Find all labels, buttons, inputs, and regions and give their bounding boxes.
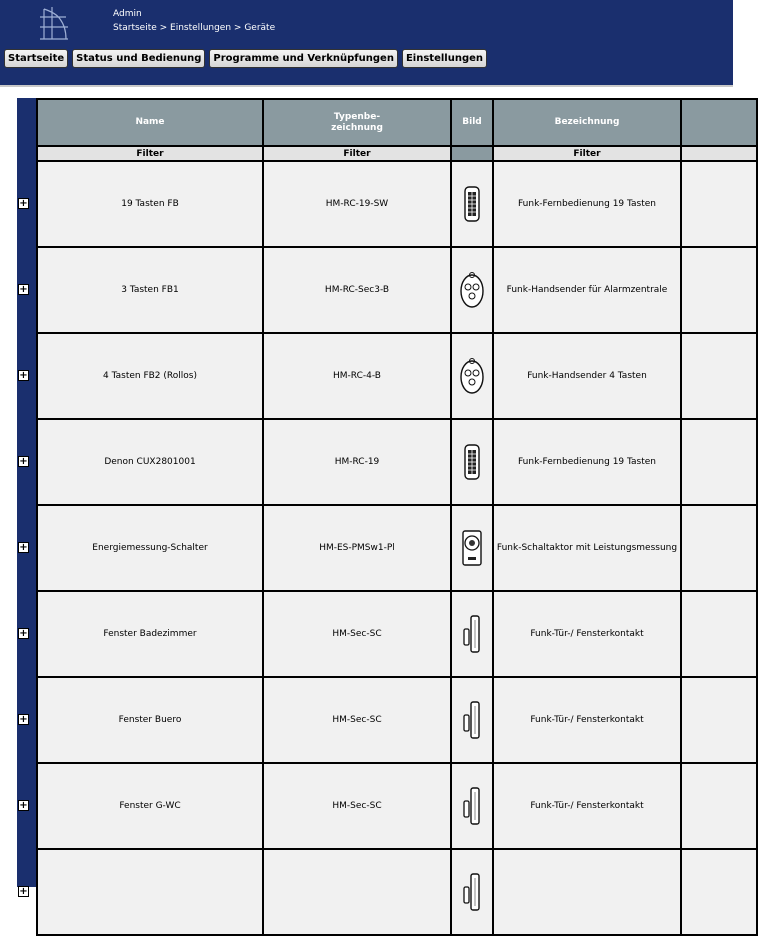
door-contact-icon [452, 701, 492, 739]
col-header-image: Bild [451, 99, 493, 146]
main-nav [4, 49, 487, 69]
cell-desc: Funk-Schaltaktor mit Leistungsmessung [493, 505, 681, 591]
col-header-desc[interactable]: Bezeichnung [493, 99, 681, 146]
cell-extra [681, 591, 757, 677]
nav-startseite-button[interactable]: Startseite [4, 49, 68, 68]
cell-image [451, 161, 493, 247]
keyfob-icon [452, 271, 492, 309]
table-row[interactable] [37, 505, 757, 591]
cell-name[interactable]: Fenster Badezimmer [37, 591, 263, 677]
cell-type: HM-Sec-SC [263, 591, 451, 677]
door-contact-icon [452, 615, 492, 653]
cell-type [263, 849, 451, 935]
cell-type: HM-Sec-SC [263, 677, 451, 763]
keyfob-icon [452, 357, 492, 395]
expand-row-button[interactable]: + [19, 714, 28, 725]
cell-name[interactable]: Fenster Buero [37, 677, 263, 763]
cell-desc: Funk-Handsender 4 Tasten [493, 333, 681, 419]
cell-desc: Funk-Tür-/ Fensterkontakt [493, 591, 681, 677]
expand-row-button[interactable]: + [19, 628, 28, 639]
expand-row-button[interactable]: + [19, 800, 28, 811]
col-header-type-label: Typenbe- zeichnung [331, 111, 383, 133]
cell-name[interactable]: Fenster G-WC [37, 763, 263, 849]
cell-extra [681, 333, 757, 419]
col-header-extra [681, 99, 757, 146]
filter-type-button[interactable]: Filter [263, 146, 451, 161]
cell-desc: Funk-Tür-/ Fensterkontakt [493, 677, 681, 763]
cell-type: HM-RC-19-SW [263, 161, 451, 247]
top-header [0, 0, 733, 85]
door-contact-icon [452, 787, 492, 825]
filter-image-empty [451, 146, 493, 161]
cell-extra [681, 505, 757, 591]
cell-image [451, 247, 493, 333]
cell-name[interactable]: 3 Tasten FB1 [37, 247, 263, 333]
cell-name[interactable]: 19 Tasten FB [37, 161, 263, 247]
cell-extra [681, 849, 757, 935]
user-label: Admin [113, 9, 142, 19]
device-table-container [17, 98, 733, 897]
cell-image [451, 677, 493, 763]
cell-extra [681, 763, 757, 849]
table-row[interactable] [37, 763, 757, 849]
table-row[interactable] [37, 591, 757, 677]
table-row[interactable] [37, 333, 757, 419]
cell-name[interactable]: Denon CUX2801001 [37, 419, 263, 505]
cell-desc: Funk-Fernbedienung 19 Tasten [493, 161, 681, 247]
cell-name[interactable] [37, 849, 263, 935]
cell-image [451, 849, 493, 935]
table-row[interactable] [37, 247, 757, 333]
cell-desc: Funk-Handsender für Alarmzentrale [493, 247, 681, 333]
table-row[interactable] [37, 419, 757, 505]
col-header-name[interactable]: Name [37, 99, 263, 146]
table-row[interactable] [37, 161, 757, 247]
nav-status-button[interactable]: Status und Bedienung [72, 49, 205, 68]
expand-row-button[interactable]: + [19, 456, 28, 467]
col-header-type[interactable] [263, 99, 451, 146]
cell-image [451, 763, 493, 849]
expand-row-button[interactable]: + [19, 198, 28, 209]
cell-desc: Funk-Fernbedienung 19 Tasten [493, 419, 681, 505]
plug-actuator-icon [452, 529, 492, 567]
header-divider [0, 85, 733, 87]
remote-19-icon [452, 444, 492, 480]
expand-row-button[interactable]: + [19, 284, 28, 295]
cell-type: HM-RC-Sec3-B [263, 247, 451, 333]
table-row[interactable] [37, 677, 757, 763]
breadcrumb: Startseite > Einstellungen > Geräte [113, 23, 276, 33]
door-contact-icon [452, 873, 492, 911]
cell-image [451, 333, 493, 419]
cell-type: HM-ES-PMSw1-Pl [263, 505, 451, 591]
device-table [36, 98, 758, 936]
table-row[interactable] [37, 849, 757, 935]
cell-extra [681, 677, 757, 763]
remote-19-icon [452, 186, 492, 222]
cell-desc [493, 849, 681, 935]
expand-row-button[interactable]: + [19, 542, 28, 553]
cell-image [451, 419, 493, 505]
filter-desc-button[interactable]: Filter [493, 146, 681, 161]
nav-einstellungen-button[interactable]: Einstellungen [402, 49, 487, 68]
cell-extra [681, 247, 757, 333]
cell-type: HM-Sec-SC [263, 763, 451, 849]
cell-type: HM-RC-19 [263, 419, 451, 505]
cell-name[interactable]: 4 Tasten FB2 (Rollos) [37, 333, 263, 419]
cell-image [451, 505, 493, 591]
cell-type: HM-RC-4-B [263, 333, 451, 419]
expand-column [17, 98, 36, 887]
filter-name-button[interactable]: Filter [37, 146, 263, 161]
cell-extra [681, 161, 757, 247]
logo-icon [38, 5, 70, 41]
cell-desc: Funk-Tür-/ Fensterkontakt [493, 763, 681, 849]
nav-programme-button[interactable]: Programme und Verknüpfungen [209, 49, 398, 68]
cell-name[interactable]: Energiemessung-Schalter [37, 505, 263, 591]
filter-extra [681, 146, 757, 161]
expand-row-button[interactable]: + [19, 370, 28, 381]
cell-extra [681, 419, 757, 505]
cell-image [451, 591, 493, 677]
expand-row-button[interactable]: + [19, 886, 28, 897]
